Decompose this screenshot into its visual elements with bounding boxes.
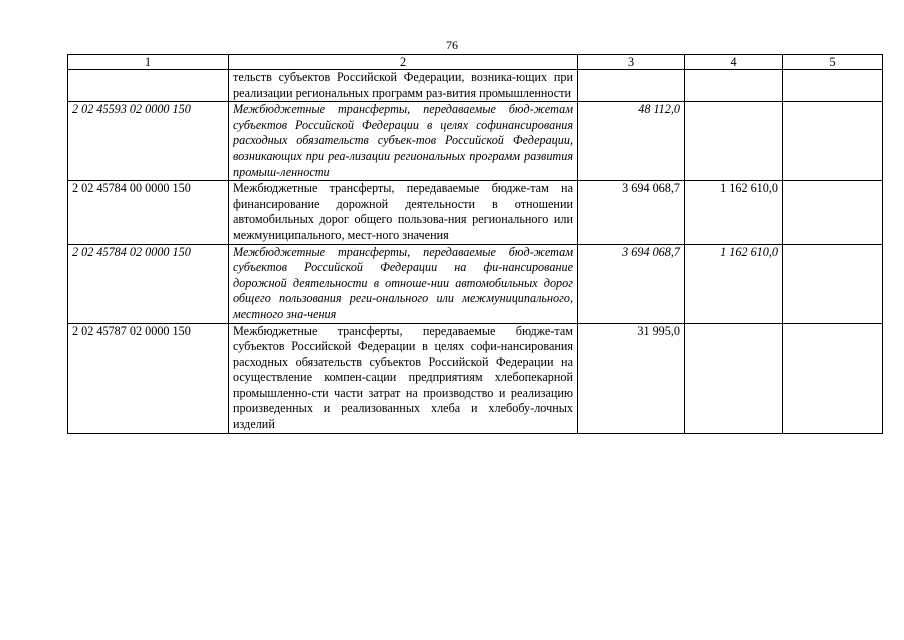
row-code xyxy=(68,70,229,102)
budget-table xyxy=(67,54,883,434)
table-row xyxy=(68,181,883,244)
row-col4-value: 1 162 610,0 xyxy=(685,181,783,244)
row-col3-value: 3 694 068,7 xyxy=(578,244,685,323)
row-col4-value xyxy=(685,70,783,102)
row-code: 2 02 45784 02 0000 150 xyxy=(68,244,229,323)
table-row xyxy=(68,102,883,181)
row-col3-value: 48 112,0 xyxy=(578,102,685,181)
row-description: Межбюджетные трансферты, передаваемые бюдже-там на финансирование дорожной деятельности в отношении автомобильных дорог общего пользова-ния регионального или межмуниципального, мест-ного значения xyxy=(229,181,578,244)
row-col5-value xyxy=(783,323,883,433)
row-col4-value xyxy=(685,323,783,433)
row-description: Межбюджетные трансферты, передаваемые бюдже-там субъектов Российской Федерации в целях софи-нансирования расходных обязательств субъектов Российской Федерации на осуществление компен-сации предприятиям хлебопекарной промышленно-сти части затрат на производство и реализацию произведенных и реализованных хлеба и хлебобу-лочных изделий xyxy=(229,323,578,433)
column-header-5: 5 xyxy=(783,55,883,70)
row-col4-value xyxy=(685,102,783,181)
row-col5-value xyxy=(783,70,883,102)
table-header-row xyxy=(68,55,883,70)
row-col5-value xyxy=(783,181,883,244)
row-col5-value xyxy=(783,102,883,181)
table-row xyxy=(68,244,883,323)
column-header-3: 3 xyxy=(578,55,685,70)
table-row xyxy=(68,323,883,433)
row-code: 2 02 45787 02 0000 150 xyxy=(68,323,229,433)
row-code: 2 02 45784 00 0000 150 xyxy=(68,181,229,244)
row-col3-value xyxy=(578,70,685,102)
column-header-2: 2 xyxy=(229,55,578,70)
row-description: тельств субъектов Российской Федерации, возника-ющих при реализации региональных программ раз-вития промышленности xyxy=(229,70,578,102)
row-description: Межбюджетные трансферты, передаваемые бюд-жетам субъектов Российской Федерации в целях софинансирования расходных обязательств субъек-тов Российской Федерации, возникающих при реа-лизации региональных программ развития промыш-ленности xyxy=(229,102,578,181)
row-col3-value: 31 995,0 xyxy=(578,323,685,433)
row-description: Межбюджетные трансферты, передаваемые бюд-жетам субъектов Российской Федерации на фи-нансирование дорожной деятельности в отноше-нии автомобильных дорог общего пользования реги-онального или межмуниципального, местного зна-чения xyxy=(229,244,578,323)
page-number: 76 xyxy=(446,38,458,52)
column-header-1: 1 xyxy=(68,55,229,70)
column-header-4: 4 xyxy=(685,55,783,70)
row-col3-value: 3 694 068,7 xyxy=(578,181,685,244)
row-col5-value xyxy=(783,244,883,323)
table-row xyxy=(68,70,883,102)
row-code: 2 02 45593 02 0000 150 xyxy=(68,102,229,181)
row-col4-value: 1 162 610,0 xyxy=(685,244,783,323)
